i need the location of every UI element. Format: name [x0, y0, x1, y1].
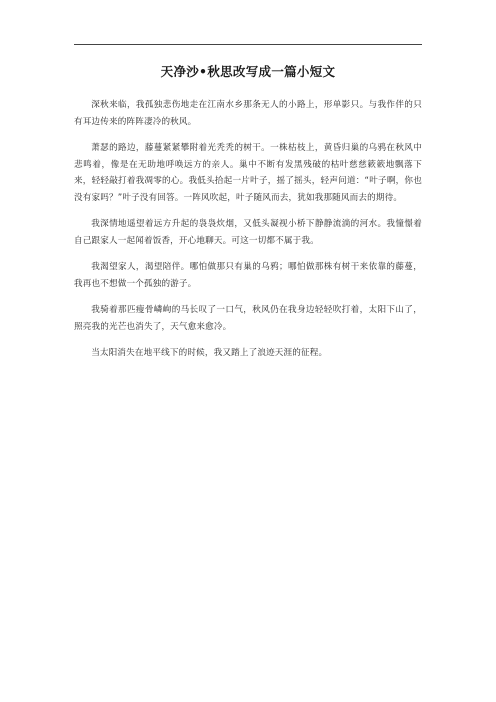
paragraph-5: 我骑着那匹瘦骨嶙峋的马长叹了一口气，秋风仍在我身边轻轻吹打着，太阳下山了，照亮我的光芒也消失了，天气愈来愈冷。 — [74, 305, 422, 332]
document-page — [74, 64, 422, 372]
paragraph-6: 当太阳消失在地平线下的时候，我又踏上了浪迹天涯的征程。 — [91, 348, 328, 358]
document-title: 天净沙•秋思改写成一篇小短文 — [160, 64, 336, 79]
paragraph-3: 我深情地遥望着远方升起的袅袅炊烟，又低头凝视小桥下静静流淌的河水。我憧憬着自己跟家人一起闻着饭香，开心地聊天。可这一切都不属于我。 — [74, 219, 422, 246]
header-rule — [74, 44, 422, 45]
paragraph-1: 深秋来临，我孤独悲伤地走在江南水乡那条无人的小路上，形单影只。与我作伴的只有耳边传来的阵阵凄冷的秋风。 — [74, 100, 422, 127]
paragraph-2: 萧瑟的路边，藤蔓紧紧攀附着光秃秃的树干。一株枯枝上，黄昏归巢的乌鸦在秋风中悲鸣着，像是在无助地呼唤远方的亲人。巢中不断有发黑残破的枯叶慈慈簌簌地飘落下来，轻轻敲打着我凋零的心。我低头拾起一片叶子，摇了摇头，轻声问道：“叶子啊，你也没有家吗？”叶子没有回答。一阵风吹起，叶子随风而去，犹如我那随风而去的期待。 — [74, 143, 422, 203]
paragraph-4: 我渴望家人，渴望陪伴。哪怕做那只有巢的乌鸦；哪怕做那株有树干来依靠的藤蔓，我再也不想做一个孤独的游子。 — [74, 262, 422, 289]
